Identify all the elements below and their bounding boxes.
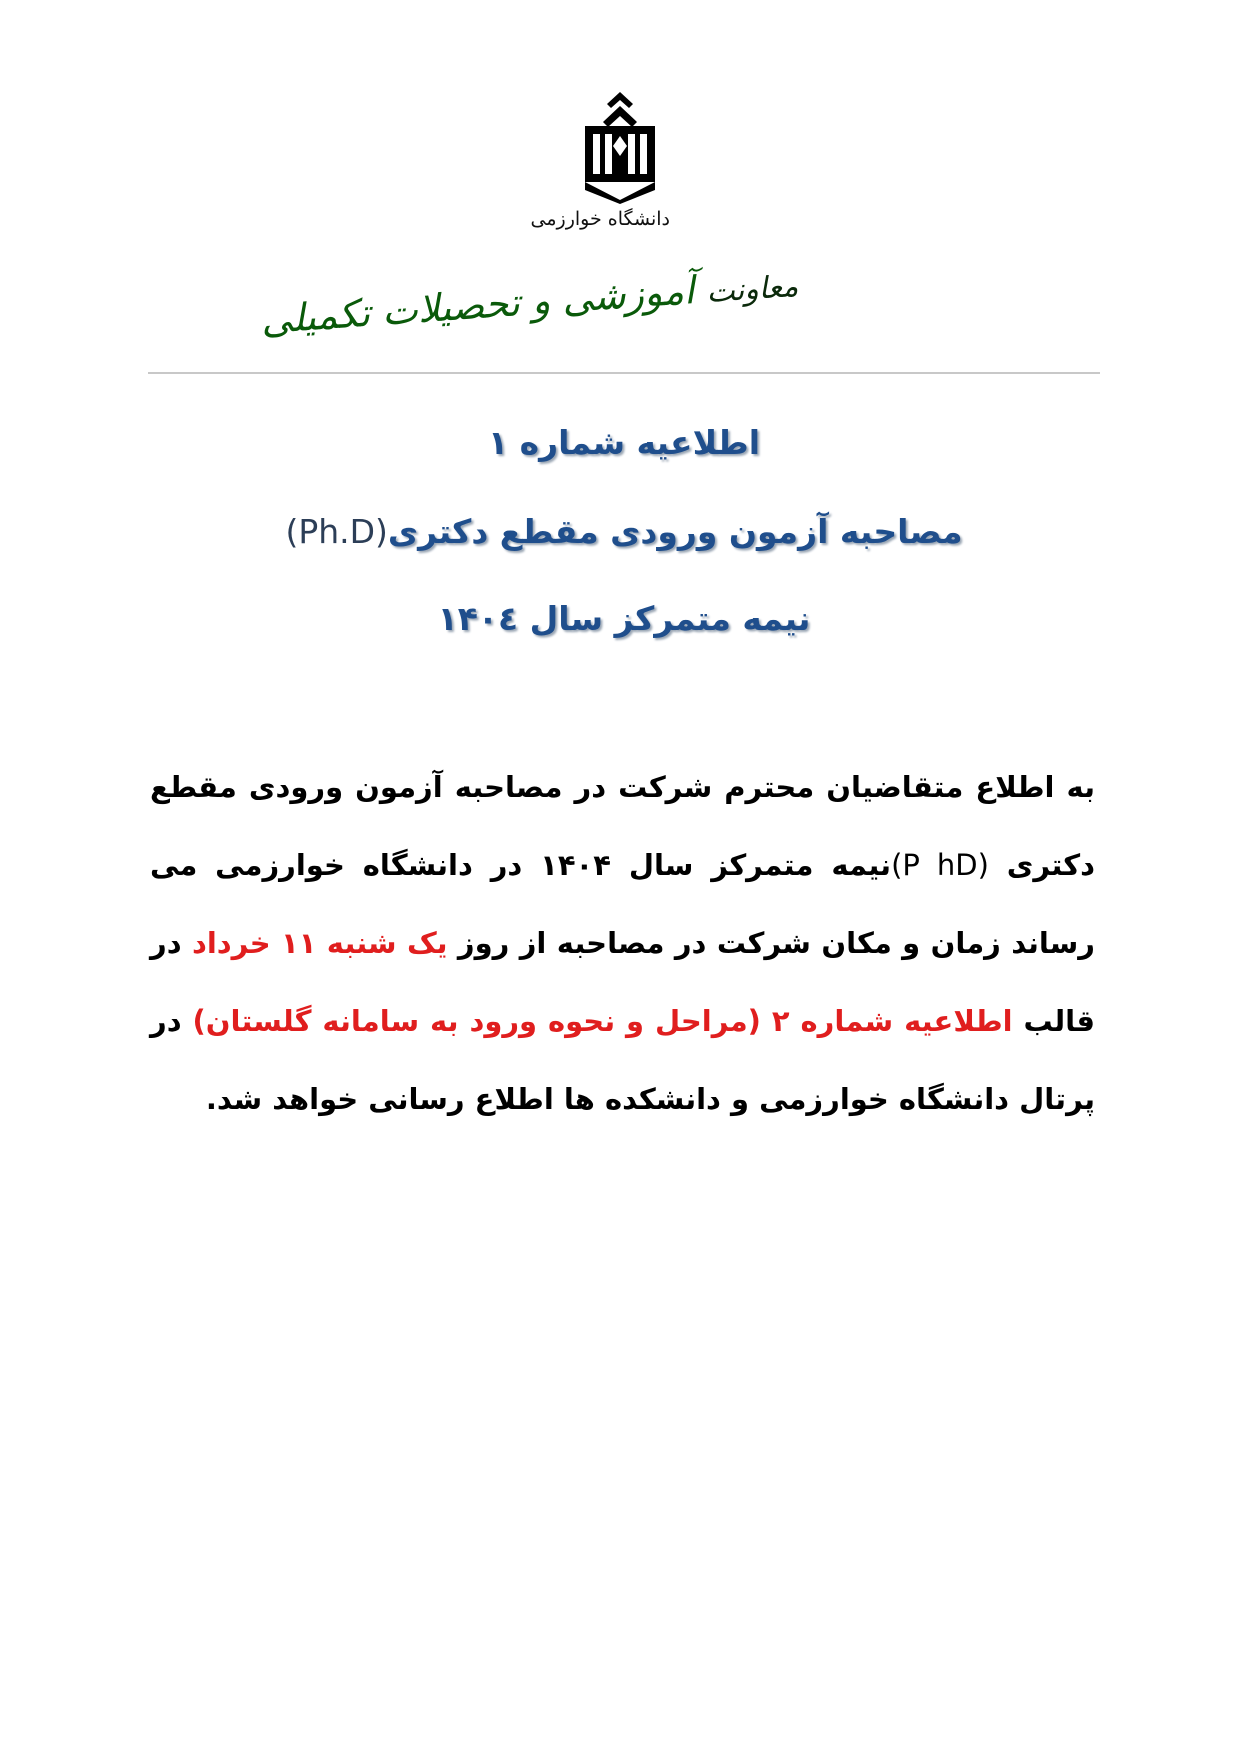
university-logo bbox=[530, 92, 670, 252]
department-name: آموزشی و تحصیلات تکمیلی bbox=[259, 267, 708, 343]
header-divider bbox=[148, 372, 1100, 374]
body-part-7: در پرتال دانشگاه خوارزمی و دانشکده ها اطلاع رسانی خواهد شد. bbox=[150, 1004, 1095, 1116]
department-lead: معاونت bbox=[705, 268, 800, 311]
university-emblem-icon bbox=[579, 92, 661, 204]
department-signature bbox=[259, 261, 802, 377]
body-part-3: نیمه متمرکز سال ۱۴۰۴ در دانشگاه خوارزمی می رساند زمان و مکان شرکت در مصاحبه از روز bbox=[150, 848, 1095, 960]
announcement-number: اطلاعیه شماره ۱ bbox=[487, 423, 761, 462]
announcement-body bbox=[150, 748, 1095, 1138]
body-latin-phd: (P hD) bbox=[891, 848, 989, 882]
title-persian: مصاحبه آزمون ورودی مقطع دکتری bbox=[387, 512, 963, 551]
university-name: دانشگاه خوارزمی bbox=[530, 208, 670, 230]
body-date-highlight: یک شنبه ۱۱ خرداد bbox=[191, 926, 448, 960]
body-part-5: در قالب bbox=[150, 926, 1096, 1038]
body-part-1: به اطلاع متقاضیان محترم شرکت در مصاحبه آزمون ورودی مقطع دکتری bbox=[150, 770, 1095, 882]
announcement-subtitle: نیمه متمرکز سال ۱۴۰٤ bbox=[437, 599, 811, 638]
body-notice-highlight: اطلاعیه شماره ۲ (مراحل و نحوه ورود به سامانه گلستان) bbox=[192, 1004, 1013, 1038]
announcement-title bbox=[148, 512, 1100, 551]
title-latin: (Ph.D) bbox=[285, 512, 388, 551]
